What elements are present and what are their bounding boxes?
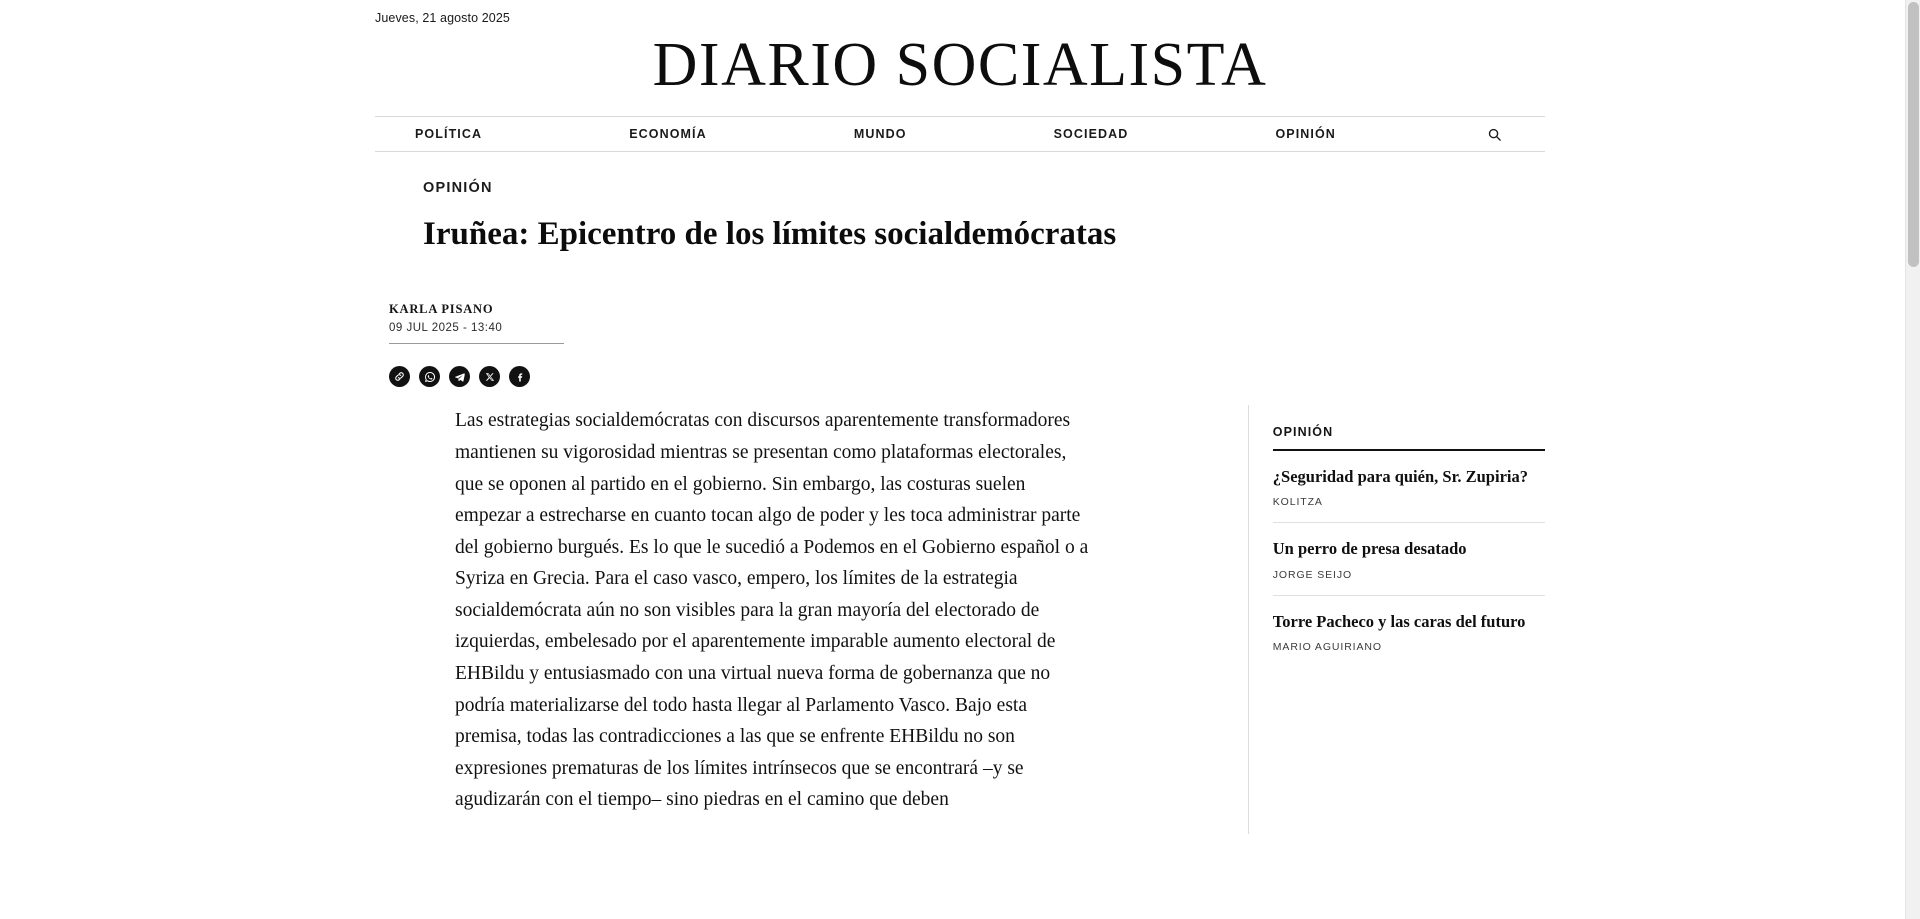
sidebar-item-author: JORGE SEIJO (1272, 568, 1353, 581)
current-date: Jueves, 21 agosto 2025 (375, 11, 510, 25)
sidebar-item-title[interactable]: Un perro de presa desatado (1272, 539, 1467, 559)
nav-item-mundo[interactable]: MUNDO (853, 127, 907, 142)
scrollbar-thumb[interactable] (1908, 2, 1919, 267)
article-columns (375, 405, 1545, 834)
masthead (375, 25, 1545, 116)
page-title: Iruñea: Epicentro de los límites socialdemócratas (423, 216, 1117, 253)
opinion-sidebar (1248, 405, 1545, 834)
nav-item-economia[interactable]: ECONOMÍA (629, 127, 707, 142)
list-item[interactable] (1273, 451, 1545, 523)
copy-link-icon[interactable] (389, 366, 410, 387)
site-logo[interactable]: DIARIO SOCIALISTA (652, 31, 1268, 99)
x-twitter-icon[interactable] (479, 366, 500, 387)
nav-item-sociedad[interactable]: SOCIEDAD (1053, 127, 1129, 142)
article-kicker[interactable]: OPINIÓN (423, 180, 493, 197)
article-container (375, 152, 1545, 834)
nav-item-opinion[interactable]: OPINIÓN (1275, 127, 1336, 142)
whatsapp-icon[interactable] (419, 366, 440, 387)
facebook-icon[interactable] (509, 366, 530, 387)
article-paragraph: Las estrategias socialdemócratas con discursos aparentemente transformadores mantienen su vigorosidad mientras se presentan como plataformas electorales, que se oponen al partido en el gobierno. Sin embargo, las costuras suelen empezar a estrecharse en cuanto tocan algo de poder y les toca administrar parte del gobierno burgués. Es lo que le sucedió a Podemos en el Gobierno español o a Syriza en Grecia. Para el caso vasco, empero, los límites de la estrategia socialdemócrata aún no son visibles para la gran mayoría del electorado de izquierdas, embelesado por el aparentemente imparable aumento electoral de EHBildu y entusiasmado con una virtual nueva forma de gobernanza que no podría materializarse del todo hasta llegar al Parlamento Vasco. Bajo esta premisa, todas las contradicciones a las que se enfrente EHBildu no son expresiones prematuras de los límites intrínsecos que se encontrará –y se agudizarán con el tiempo– sino piedras en el camino que deben (455, 410, 1089, 811)
sidebar-item-title[interactable]: Torre Pacheco y las caras del futuro (1272, 611, 1526, 631)
list-item[interactable] (1273, 523, 1545, 595)
sidebar-item-title[interactable]: ¿Seguridad para quién, Sr. Zupiria? (1272, 467, 1528, 487)
sidebar-item-author: KOLITZA (1272, 496, 1323, 509)
nav-item-politica[interactable]: POLÍTICA (415, 127, 483, 142)
byline-date: 09 JUL 2025 - 13:40 (389, 322, 503, 335)
byline (389, 302, 564, 344)
search-icon[interactable] (1483, 123, 1505, 145)
sidebar-item-author: MARIO AGUIRIANO (1272, 640, 1382, 653)
main-navigation (375, 116, 1545, 152)
telegram-icon[interactable] (449, 366, 470, 387)
sidebar-title: OPINIÓN (1273, 425, 1545, 451)
nav-list (375, 123, 1545, 145)
share-bar (389, 366, 1545, 387)
byline-author[interactable]: KARLA PISANO (389, 302, 494, 317)
article-body (375, 405, 1168, 834)
list-item[interactable] (1273, 596, 1545, 667)
page-scrollbar[interactable] (1905, 0, 1920, 919)
